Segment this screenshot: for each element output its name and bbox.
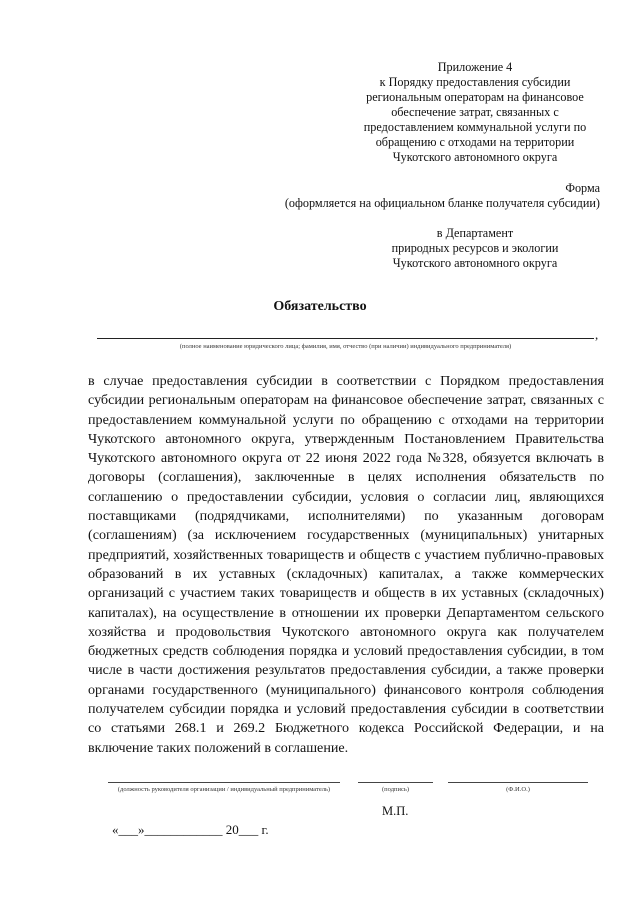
appendix-header: [340, 60, 610, 165]
appendix-line: региональным операторам на финансовое: [366, 90, 584, 104]
position-field[interactable]: [108, 782, 340, 783]
form-label: [200, 181, 600, 211]
recipient-line: в Департамент: [436, 226, 514, 240]
signature-caption: (подпись): [382, 786, 409, 793]
appendix-line: к Порядку предоставления субсидии: [379, 75, 571, 89]
fio-field[interactable]: [448, 782, 588, 783]
form-title: Форма: [565, 181, 600, 195]
recipient-line: Чукотского автономного округа: [392, 256, 558, 270]
recipient-line: природных ресурсов и экологии: [391, 241, 559, 255]
fio-caption: (Ф.И.О.): [506, 786, 530, 793]
name-field-comma: ,: [595, 327, 599, 342]
recipient-block: [370, 226, 580, 271]
recipient-name-field[interactable]: [97, 338, 594, 339]
signature-field[interactable]: [358, 782, 433, 783]
form-note: (оформляется на официальном бланке получателя субсидии): [284, 196, 600, 210]
document-title: Обязательство: [273, 299, 367, 314]
appendix-line: Чукотского автономного округа: [392, 150, 558, 164]
appendix-line: предоставлением коммунальной услуги по: [363, 120, 587, 134]
appendix-line: Приложение 4: [437, 60, 513, 74]
position-caption: (должность руководителя организации / индивидуальный предприниматель): [117, 786, 331, 793]
appendix-line: обращению с отходами на территории: [375, 135, 575, 149]
date-field[interactable]: «___»____________ 20___ г.: [112, 822, 269, 837]
appendix-line: обеспечение затрат, связанных с: [391, 105, 559, 119]
obligation-text: в случае предоставления субсидии в соответствии с Порядком предоставления субсидии региональным операторам на финансовое обеспечение затрат, связанных с предоставлением коммунальной услуги по обращению с отходами на территории Чукотского автономного округа, утвержденным Постановлением Правительства Чукотского автономного округа от 22 июня 2022 года №328, обязуется включать в договоры (соглашения), заключенные в целях исполнения обязательств по соглашению о предоставлении субсидии, условия о согласии лиц, являющихся поставщиками (подрядчиками, исполнителями) по указанным договорам (соглашениям) (за исключением государственных (муниципальных) унитарных предприятий, хозяйственных товариществ и обществ с участием публично-правовых образований в их уставных (складочных) капиталах, а также коммерческих организаций с участием таких товариществ и обществ в их уставных (складочных) капиталах), на осуществление в отношении их проверки Департаментом сельского хозяйства и продовольствия Чукотского автономного округа как получателем бюджетных средств соблюдения порядка и условий предоставления субсидии, в том числе в части достижения результатов предоставления субсидии, а также проверки органами государственного (муниципального) финансового контроля соблюдения получателем субсидии порядка и условий предоставления субсидии в соответствии со статьями 268.1 и 269.2 Бюджетного кодекса Российской Федерации, и на включение таких положений в соглашение.: [88, 373, 604, 756]
stamp-place: М.П.: [382, 804, 409, 818]
name-field-caption: (полное наименование юридического лица; фамилия, имя, отчество (при наличии) индивидуального предпринимателя): [179, 343, 512, 350]
